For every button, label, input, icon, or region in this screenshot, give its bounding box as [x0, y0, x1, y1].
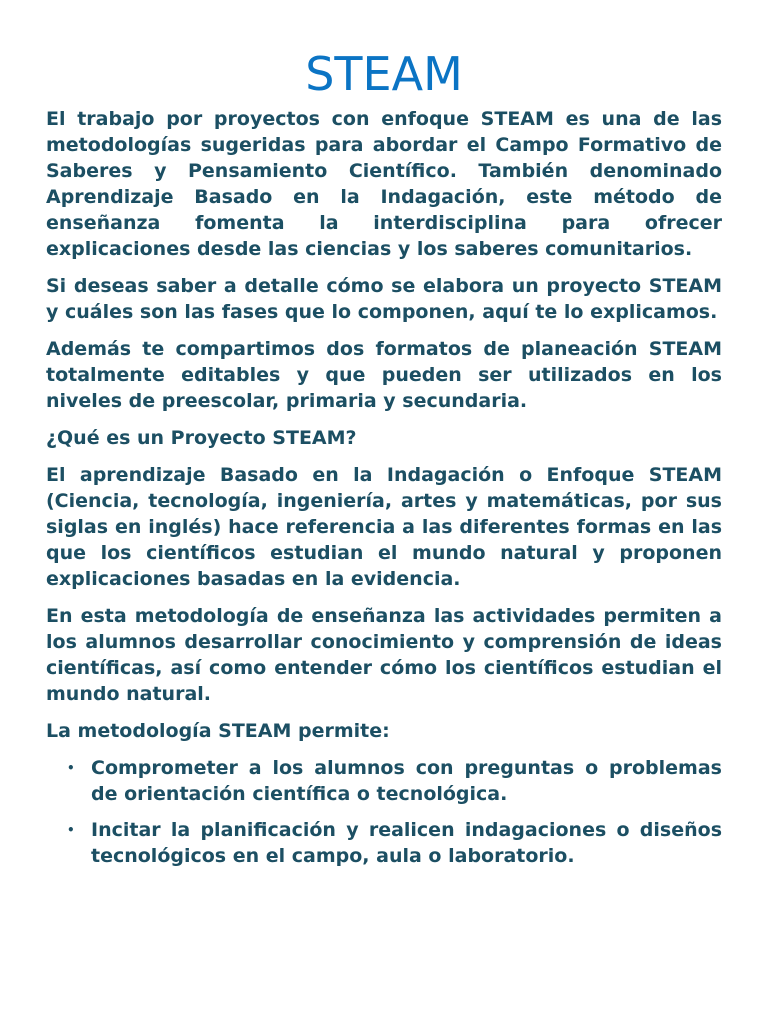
list-item-text: Incitar la planificación y realicen indagaciones o diseños tecnológicos en el campo, aula o laboratorio.	[91, 819, 722, 867]
list-item-text: Comprometer a los alumnos con preguntas o problemas de orientación científica o tecnológica.	[91, 757, 722, 805]
intro-paragraph: El trabajo por proyectos con enfoque STEAM es una de las metodologías sugeridas para abordar el Campo Formativo de Saberes y Pensamiento Científico. También denominado Aprendizaje Basado en la Indagación, este método de enseñanza fomenta la interdisciplina para ofrecer explicaciones desde las ciencias y los saberes comunitarios.	[46, 108, 722, 260]
list-intro: La metodología STEAM permite:	[46, 720, 390, 742]
section-question: ¿Qué es un Proyecto STEAM?	[46, 427, 357, 449]
formats-paragraph: Además te compartimos dos formatos de planeación STEAM totalmente editables y que pueden ser utilizados en los niveles de preescolar, primaria y secundaria.	[46, 338, 722, 412]
benefits-list	[46, 755, 722, 869]
bullet-icon: •	[67, 823, 75, 837]
details-paragraph: Si deseas saber a detalle cómo se elabora un proyecto STEAM y cuáles son las fases que lo componen, aquí te lo explicamos.	[46, 275, 722, 323]
list-item	[67, 817, 722, 869]
definition-paragraph: El aprendizaje Basado en la Indagación o Enfoque STEAM (Ciencia, tecnología, ingeniería, artes y matemáticas, por sus siglas en inglés) hace referencia a las diferentes formas en las que los científicos estudian el mundo natural y proponen explicaciones basadas en la evidencia.	[46, 464, 722, 590]
list-item	[67, 755, 722, 807]
bullet-icon: •	[67, 761, 75, 775]
methodology-paragraph: En esta metodología de enseñanza las actividades permiten a los alumnos desarrollar conocimiento y comprensión de ideas científicas, así como entender cómo los científicos estudian el mundo natural.	[46, 605, 722, 705]
document-page	[46, 0, 722, 879]
page-title: STEAM	[305, 47, 463, 101]
